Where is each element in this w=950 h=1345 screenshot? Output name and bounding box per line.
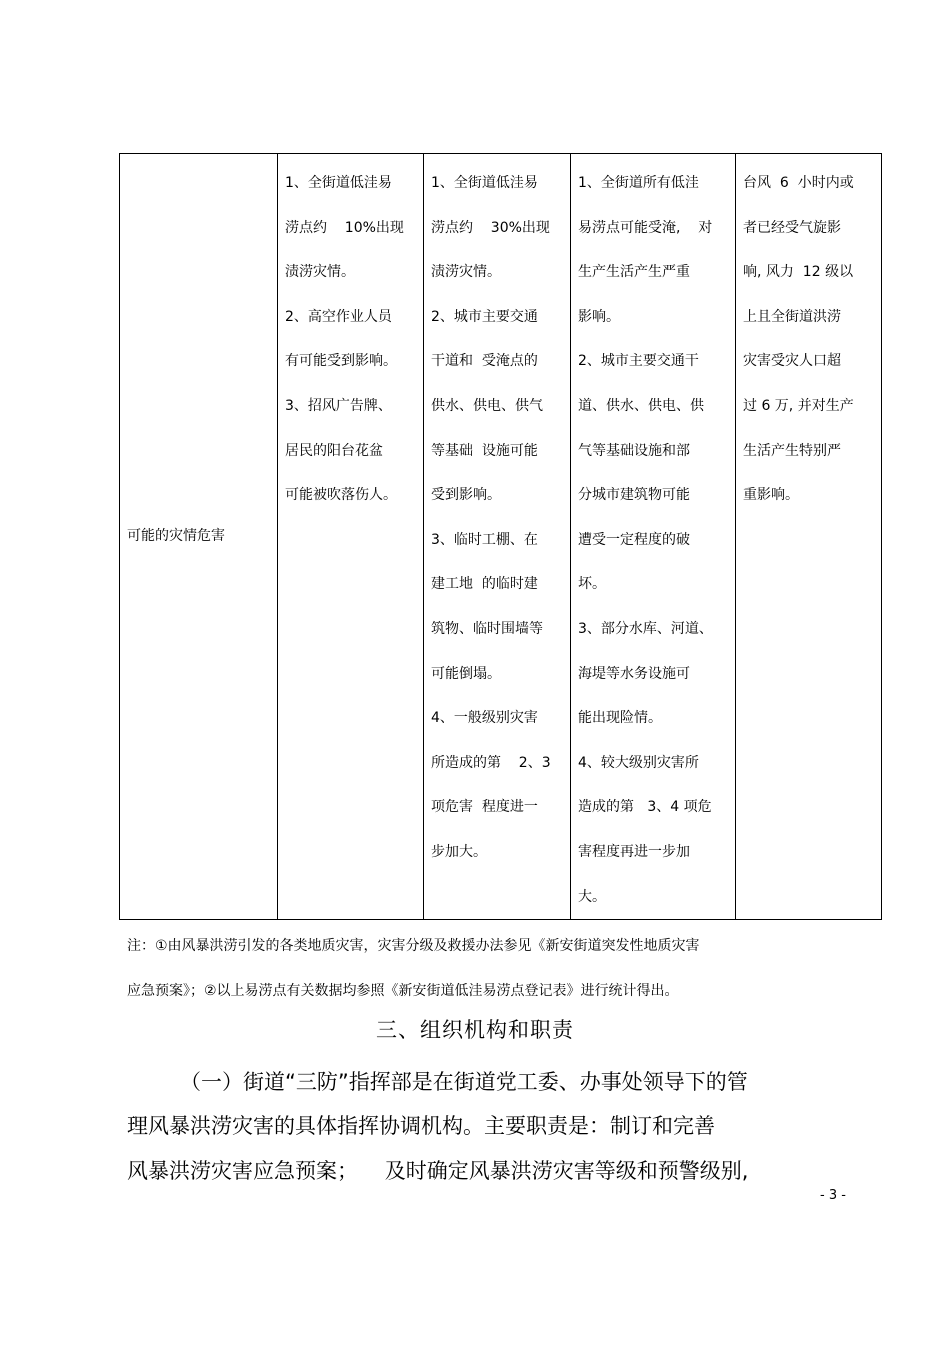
cell-text-line: 气等基础设施和部 [578,442,690,459]
cell-text-line: 4、较大级别灾害所 [578,754,699,771]
level-column-cell [571,154,736,920]
level-column-cell [736,154,882,920]
cell-text-line: 可能被吹落伤人。 [285,487,397,504]
cell-text-line: 3、招风广告牌、 [285,397,392,414]
cell-text-line: 可能倒塌。 [431,665,501,682]
cell-text-line: 涝点约 10%出现 [285,219,404,236]
cell-text-line: 遭受一定程度的破 [578,531,690,548]
cell-text-line: 海堤等水务设施可 [578,665,690,682]
cell-text-line: 渍涝灾情。 [285,264,355,281]
cell-text-line: 易涝点可能受淹, 对 [578,219,713,236]
cell-text-line: 所造成的第 2、3 [431,754,551,771]
cell-text-line: 干道和 受淹点的 [431,353,538,370]
cell-text-line: 3、临时工棚、在 [431,531,538,548]
paragraph-line: 风暴洪涝灾害应急预案； 及时确定风暴洪涝灾害等级和预警级别, [127,1159,749,1183]
cell-text-line: 响, 风力 12 级以 [743,264,854,281]
cell-text-line: 筑物、临时围墙等 [431,620,543,637]
cell-text-line: 2、城市主要交通干 [578,353,699,370]
cell-text-line: 道、供水、供电、供 [578,397,704,414]
row-label-cell: 可能的灾情危害 [120,154,278,920]
cell-text-line: 2、城市主要交通 [431,308,538,325]
cell-text-line: 坏。 [578,576,606,593]
cell-text-line: 项危害 程度进一 [431,799,538,816]
cell-text-line: 害程度再进一步加 [578,843,690,860]
cell-text-line: 涝点约 30%出现 [431,219,550,236]
page-number: - 3 - [820,1188,846,1203]
cell-text-line: 等基础 设施可能 [431,442,538,459]
note-line: 注：①由风暴洪涝引发的各类地质灾害，灾害分级及救援办法参见《新安街道突发性地质灾害 [127,938,700,954]
cell-text-line: 受到影响。 [431,487,501,504]
paragraph-line: 理风暴洪涝灾害的具体指挥协调机构。主要职责是：制订和完善 [127,1114,715,1138]
cell-text-line: 生产生活产生严重 [578,264,690,281]
cell-text-line: 1、全街道低洼易 [285,175,392,191]
note-line: 应急预案》；②以上易涝点有关数据均参照《新安街道低洼易涝点登记表》进行统计得出。 [127,983,679,999]
cell-text-line: 者已经受气旋影 [743,219,841,236]
paragraph-line: （一）街道“三防”指挥部是在街道党工委、办事处领导下的管 [180,1070,748,1094]
cell-text-line: 影响。 [578,308,620,325]
level-column-cell [278,154,424,920]
cell-text-line: 造成的第 3、4 项危 [578,799,712,816]
disaster-table [119,153,882,920]
cell-text-line: 有可能受到影响。 [285,353,397,370]
cell-text-line: 4、一般级别灾害 [431,710,538,727]
cell-text-line: 能出现险情。 [578,710,662,727]
cell-text-line: 上且全街道洪涝 [743,308,841,325]
cell-text-line: 1、全街道所有低洼 [578,175,699,191]
cell-text-line: 灾害受灾人口超 [743,353,841,370]
cell-text-line: 步加大。 [431,843,487,860]
cell-text-line: 重影响。 [743,487,799,504]
cell-text-line: 大。 [578,888,606,905]
cell-text-line: 2、高空作业人员 [285,308,392,325]
cell-text-line: 台风 6 小时内或 [743,175,854,191]
level-column-cell [424,154,571,920]
cell-text-line: 3、部分水库、河道、 [578,620,713,637]
cell-text-line: 过 6 万, 并对生产 [743,397,854,414]
cell-text-line: 居民的阳台花盆 [285,442,383,459]
table-row [120,154,882,920]
cell-text-line: 供水、供电、供气 [431,397,543,414]
cell-text-line: 建工地 的临时建 [431,576,538,593]
cell-text-line: 渍涝灾情。 [431,264,501,281]
section-title: 三、组织机构和职责 [376,1018,574,1042]
cell-text-line: 1、全街道低洼易 [431,175,538,191]
cell-text-line: 生活产生特别严 [743,442,841,459]
cell-text-line: 分城市建筑物可能 [578,487,690,504]
